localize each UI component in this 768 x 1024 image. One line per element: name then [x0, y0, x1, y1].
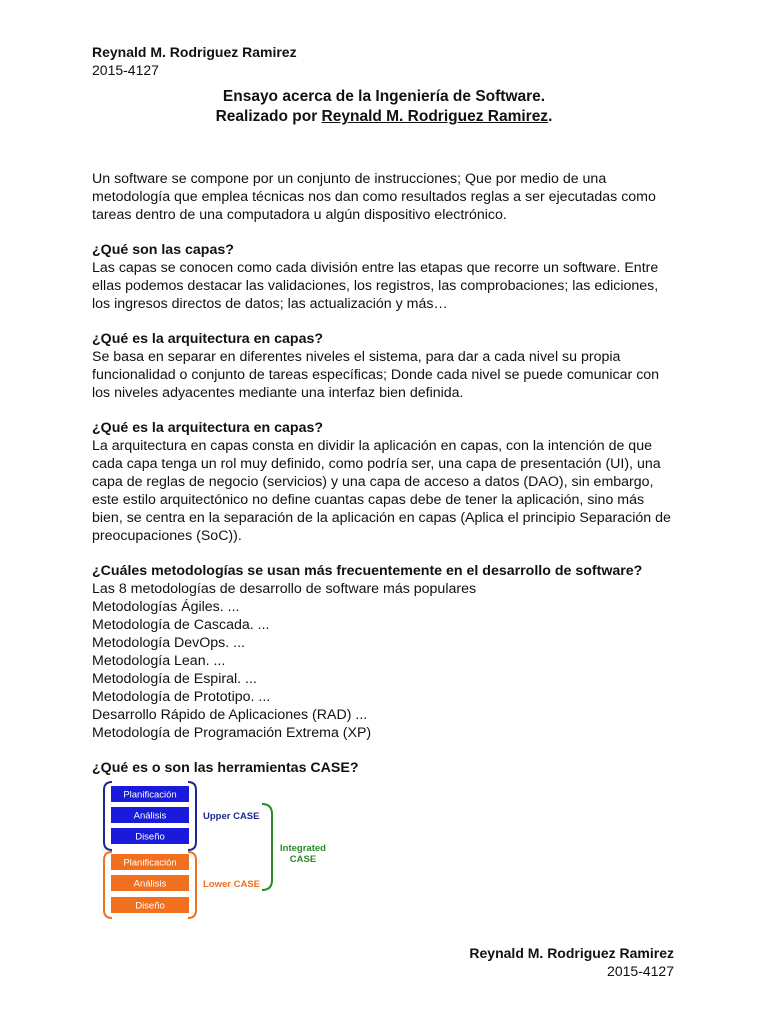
section	[92, 419, 692, 545]
footer-author-name: Reynald M. Rodriguez Ramirez	[469, 945, 674, 961]
section-line: los niveles adyacentes mediante una interfaz bien definida.	[92, 385, 464, 401]
section-line: preocupaciones (SoC)).	[92, 528, 242, 544]
lower-case-group	[104, 852, 260, 918]
section-question: ¿Qué es o son las herramientas CASE?	[92, 760, 359, 776]
section-line: los ingresos directos de datos; las actualización y más…	[92, 296, 448, 312]
section-line: Metodología Lean. ...	[92, 653, 226, 669]
section-line: funcionalidad o conjunto de tareas específicas; Donde cada nivel se puede comunicar con	[92, 367, 660, 383]
section-line: Metodología de Espiral. ...	[92, 671, 257, 687]
paragraph-gap	[92, 313, 692, 330]
lower-box-label: Análisis	[133, 878, 167, 890]
lower-right-bracket	[188, 852, 196, 918]
author-footer	[469, 944, 674, 980]
title-prefix: Realizado por	[215, 108, 322, 125]
lower-box-label: Diseño	[135, 900, 165, 912]
section-question: ¿Cuáles metodologías se usan más frecuentemente en el desarrollo de software?	[92, 563, 643, 579]
upper-case-group	[104, 782, 259, 850]
document-title	[0, 87, 768, 127]
section-line: este estilo arquitectónico no define cuantas capas debe de tener la aplicación, sino más	[92, 492, 645, 508]
upper-box-label: Análisis	[133, 810, 167, 822]
section-line: Se basa en separar en diferentes niveles el sistema, para dar a cada nivel su propia	[92, 349, 621, 365]
section	[92, 562, 692, 742]
section-line: Las capas se conocen como cada división entre las etapas que recorre un software. Entre	[92, 260, 659, 276]
paragraph-gap	[92, 224, 692, 241]
upper-box-label: Planificación	[123, 789, 177, 801]
integrated-bracket	[262, 804, 272, 890]
upper-case-label: Upper CASE	[203, 811, 260, 822]
section-line: Metodología DevOps. ...	[92, 635, 245, 651]
section-line: Metodologías Ágiles. ...	[92, 599, 240, 615]
integrated-label-line-1: Integrated	[280, 843, 326, 854]
intro-paragraph	[92, 170, 692, 224]
section-line: Las 8 metodologías de desarrollo de software más populares	[92, 581, 477, 597]
section-line: Desarrollo Rápido de Aplicaciones (RAD) ...	[92, 707, 368, 723]
paragraph-gap	[92, 402, 692, 419]
author-id: 2015-4127	[92, 62, 159, 78]
lower-case-label: Lower CASE	[203, 879, 261, 890]
section-question: ¿Qué es la arquitectura en capas?	[92, 331, 324, 347]
integrated-label-line-2: CASE	[289, 854, 317, 865]
intro-line: tareas dentro de una computadora u algún dispositivo electrónico.	[92, 207, 507, 223]
author-header	[92, 43, 297, 79]
section-line: Metodología de Cascada. ...	[92, 617, 270, 633]
section-line: cada capa tenga un rol muy definido, como podría ser, una capa de presentación (UI), una	[92, 456, 661, 472]
upper-box-label: Diseño	[135, 831, 165, 843]
paragraph-gap	[92, 742, 692, 759]
intro-line: metodología que emplea técnicas nos dan como resultados reglas a ser ejecutadas como	[92, 189, 656, 205]
section	[92, 330, 692, 402]
section-line: bien, se centra en la separación de la aplicación en capas (Aplica el principio Separación de	[92, 510, 671, 526]
footer-author-id: 2015-4127	[607, 963, 674, 979]
lower-box-label: Planificación	[123, 857, 177, 869]
section-line: ellas podemos destacar las validaciones, los registros, las comprobaciones; las ediciones,	[92, 278, 659, 294]
section-line: Metodología de Programación Extrema (XP)	[92, 725, 372, 741]
section	[92, 241, 692, 313]
lower-left-bracket	[104, 852, 112, 918]
section-question: ¿Qué es la arquitectura en capas?	[92, 420, 324, 436]
integrated-case-group	[262, 804, 326, 890]
author-name: Reynald M. Rodriguez Ramirez	[92, 44, 297, 60]
upper-right-bracket	[188, 782, 196, 850]
section	[92, 759, 692, 777]
case-tools-diagram	[100, 780, 340, 922]
upper-left-bracket	[104, 782, 112, 850]
title-suffix: .	[548, 108, 553, 125]
intro-line: Un software se compone por un conjunto de instrucciones; Que por medio de una	[92, 171, 607, 187]
title-line-2	[0, 107, 768, 127]
document-body	[92, 170, 692, 777]
section-line: Metodología de Prototipo. ...	[92, 689, 271, 705]
section-question: ¿Qué son las capas?	[92, 242, 234, 258]
section-line: capa de reglas de negocio (servicios) y una capa de acceso a datos (DAO), sin embargo,	[92, 474, 654, 490]
paragraph-gap	[92, 545, 692, 562]
title-line-1: Ensayo acerca de la Ingeniería de Software.	[222, 88, 546, 105]
title-author-name: Reynald M. Rodriguez Ramirez	[321, 108, 549, 125]
section-line: La arquitectura en capas consta en dividir la aplicación en capas, con la intención de que	[92, 438, 652, 454]
